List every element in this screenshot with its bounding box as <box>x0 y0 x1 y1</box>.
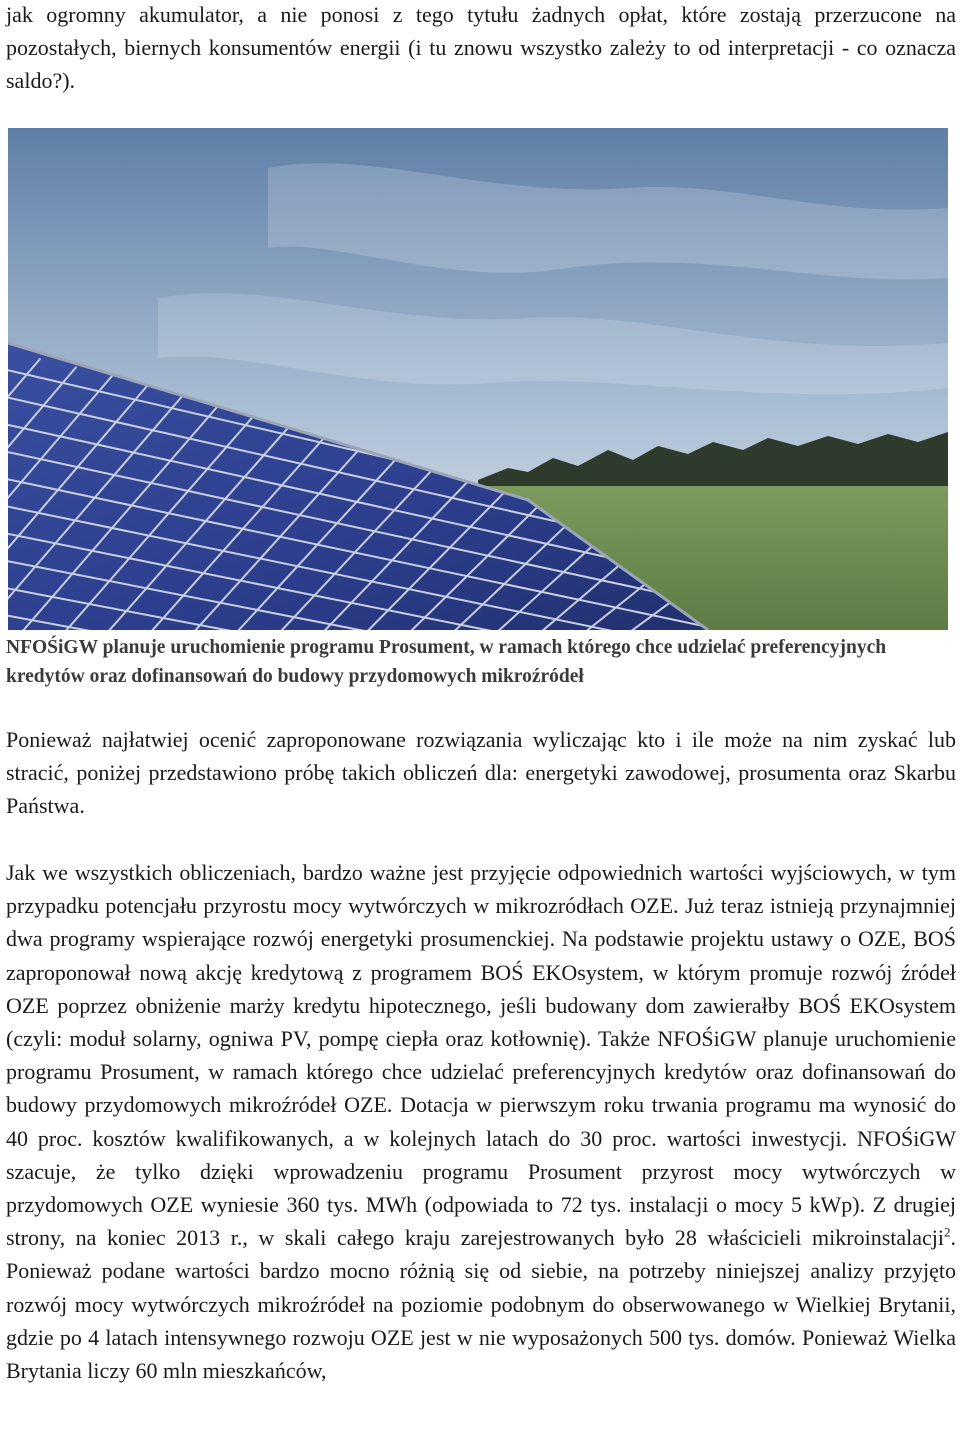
photo-caption: NFOŚiGW planuje uruchomienie programu Prosument, w ramach którego chce udzielać preferencyjnych kredytów oraz dofinansowań do budowy przydomowych mikroźródeł <box>6 637 887 687</box>
paragraph-intro: Ponieważ najłatwiej ocenić zaproponowane rozwiązania wyliczając kto i ile może na nim zyskać lub stracić, poniżej przedstawiono próbę takich obliczeń dla: energetyki zawodowej, prosumenta oraz Skarbu Państwa. <box>6 727 956 819</box>
solar-panel-photo <box>8 128 948 630</box>
paragraph-body-part2: . Ponieważ podane wartości bardzo mocno różnią się od siebie, na potrzeby niniejszej analizy przyjęto rozwój mocy wytwórczych mikroźródeł na poziomie podobnym do obserwowanego w Wielkiej Brytanii, gdzie po 4 latach intensywnego rozwoju OZE jest w nie wyposażonych 500 tys. domów. Ponieważ Wielka Brytania liczy 60 mln mieszkańców, <box>6 1225 956 1384</box>
paragraph-top: jak ogromny akumulator, a nie ponosi z tego tytułu żadnych opłat, które zostają przerzucone na pozostałych, biernych konsumentów energii (i tu znowu wszystko zależy to od interpretacji - co oznacza saldo?). <box>6 2 956 94</box>
paragraph-body <box>6 856 956 1387</box>
paragraph-body-part1: Jak we wszystkich obliczeniach, bardzo ważne jest przyjęcie odpowiednich wartości wyjściowych, w tym przypadku potencjału przyrostu mocy wytwórczych w mikrozródłach OZE. Już teraz istnieją przynajmniej dwa programy wspierające rozwój energetyki prosumenckiej. Na podstawie projektu ustawy o OZE, BOŚ zaproponował nową akcję kredytową z programem BOŚ EKOsystem, w którym promuje rozwój źródeł OZE poprzez obniżenie marży kredytu hipotecznego, jeśli budowany dom zawierałby BOŚ EKOsystem (czyli: moduł solarny, ogniwa PV, pompę ciepła oraz kotłownię). Także NFOŚiGW planuje uruchomienie programu Prosument, w ramach którego chce udzielać preferencyjnych kredytów oraz dofinansowań do budowy przydomowych mikroźródeł OZE. Dotacja w pierwszym roku trwania programu ma wynosić do 40 proc. kosztów kwalifikowanych, a w kolejnych latach do 30 proc. wartości inwestycji. NFOŚiGW szacuje, że tylko dzięki wprowadzeniu programu Prosument przyrost mocy wytwórczych w przydomowych OZE wyniesie 360 tys. MWh (odpowiada to 72 tys. instalacji o mocy 5 kWp). Z drugiej strony, na koniec 2013 r., w skali całego kraju zarejestrowanych było 28 właścicieli mikroinstalacji <box>6 860 956 1251</box>
footnote-ref[interactable]: 2 <box>944 1224 951 1240</box>
solar-panel-image <box>8 128 948 630</box>
